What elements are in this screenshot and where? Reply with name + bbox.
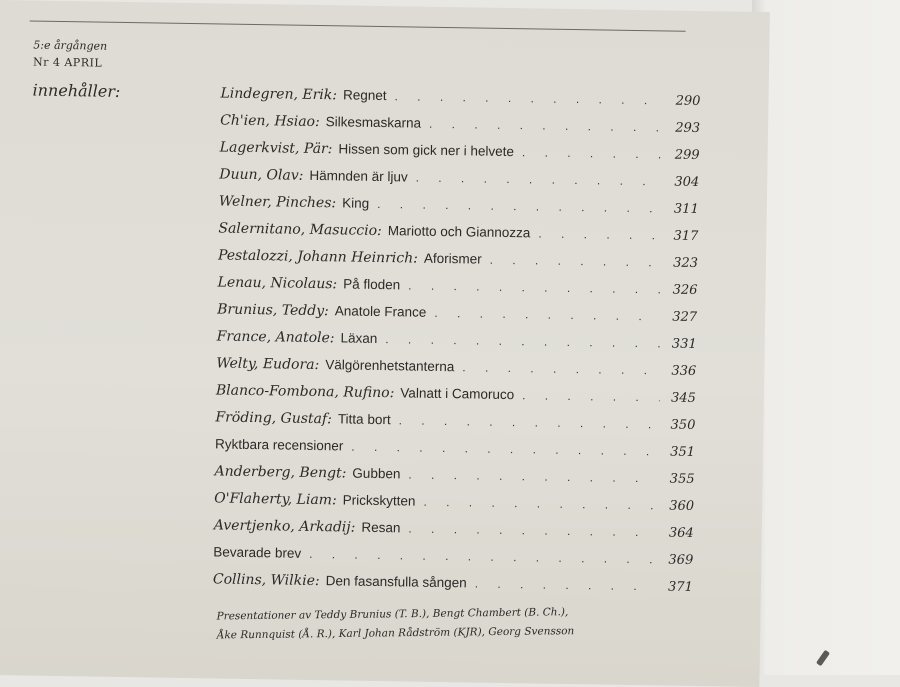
- entry-author: Duun, Olav:: [219, 166, 304, 184]
- entry-page: 311: [673, 201, 699, 218]
- entry-author: Salernitano, Masuccio:: [218, 220, 382, 240]
- footnote-line: Presentationer av Teddy Brunius (T. B.), Bengt Chambert (B. Ch.),: [216, 606, 569, 623]
- dot-leader: [408, 278, 662, 296]
- dot-leader: [429, 117, 664, 135]
- top-rule: [30, 20, 686, 31]
- entry-page: 351: [670, 444, 696, 460]
- entry-page: 323: [673, 255, 699, 271]
- dot-leader: [416, 171, 664, 189]
- entry-title: Bevarade brev: [213, 544, 302, 561]
- entry-page: 317: [673, 228, 699, 244]
- entry-page: 345: [670, 390, 696, 406]
- entry-author: Collins, Wilkie:: [212, 571, 320, 590]
- dot-leader: [462, 360, 660, 377]
- entry-author: Lagerkvist, Pär:: [219, 139, 333, 158]
- dot-leader: [394, 89, 664, 107]
- entry-page: 360: [669, 498, 695, 514]
- entry-author: Anderberg, Bengt:: [214, 463, 347, 482]
- entry-author: O'Flaherty, Liam:: [214, 490, 337, 509]
- entry-title: Läxan: [340, 330, 378, 346]
- entry-page: 369: [668, 552, 694, 568]
- adjacent-page-edge: [752, 0, 900, 675]
- entry-author: France, Anatole:: [216, 328, 335, 347]
- entry-page: 336: [671, 363, 697, 379]
- dot-leader: [408, 467, 658, 485]
- entry-page: 331: [671, 336, 697, 352]
- dot-leader: [408, 521, 658, 539]
- entry-page: 293: [675, 120, 701, 137]
- dot-leader: [522, 145, 664, 161]
- entry-page: 304: [674, 174, 700, 191]
- entry-title: Hämnden är ljuv: [309, 167, 408, 185]
- dot-leader: [490, 253, 663, 270]
- entry-page: 371: [667, 579, 693, 595]
- entry-title: På floden: [343, 276, 401, 293]
- entry-author: Welty, Eudora:: [216, 355, 320, 374]
- entry-title: Mariotto och Giannozza: [387, 223, 531, 241]
- entry-author: Pestalozzi, Johann Heinrich:: [217, 247, 419, 267]
- entry-page: 350: [670, 417, 696, 433]
- dot-leader: [377, 197, 663, 215]
- entry-author: Lenau, Nicolaus:: [217, 274, 338, 293]
- entry-title: Hissen som gick ner i helvete: [338, 141, 515, 160]
- entry-title: Ryktbara recensioner: [214, 436, 344, 454]
- entry-title: Valnatt i Camoruco: [400, 385, 515, 403]
- dot-leader: [522, 388, 660, 404]
- dot-leader: [399, 413, 660, 431]
- entry-title: Anatole France: [334, 303, 427, 320]
- footnote-line: Åke Runnquist (Å. R.), Karl Johan Rådström (KJR), Georg Svensson: [216, 625, 575, 642]
- table-of-contents: [213, 85, 701, 605]
- entry-author: Fröding, Gustaf:: [215, 409, 333, 428]
- dot-leader: [538, 226, 662, 242]
- entry-title: Resan: [361, 519, 401, 536]
- dot-leader: [385, 332, 661, 350]
- entry-title: Titta bort: [337, 411, 391, 428]
- entry-title: Prickskytten: [342, 492, 416, 509]
- entry-author: Blanco-Fombona, Rufino:: [215, 382, 395, 402]
- entry-title: Silkesmaskarna: [325, 114, 422, 131]
- dot-leader: [309, 547, 657, 566]
- entry-page: 364: [668, 525, 694, 541]
- dot-leader: [434, 306, 661, 324]
- entry-author: Avertjenko, Arkadij:: [213, 517, 356, 536]
- dot-leader: [475, 577, 657, 594]
- issue-number: Nr 4 APRIL: [32, 55, 103, 70]
- entry-author: Ch'ien, Hsiao:: [220, 112, 320, 131]
- entry-page: 326: [672, 282, 698, 298]
- entry-title: King: [342, 195, 370, 211]
- entry-title: Gubben: [352, 465, 401, 482]
- entry-page: 355: [669, 471, 695, 487]
- entry-author: Welner, Pinches:: [218, 193, 337, 212]
- entry-title: Den fasansfulla sången: [325, 573, 467, 591]
- contributors-footnote: [216, 601, 716, 645]
- entry-page: 327: [672, 309, 698, 325]
- volume-year: 5:e årgången: [33, 38, 108, 53]
- dot-leader: [423, 495, 658, 513]
- entry-title: Välgörenhetstanterna: [325, 357, 455, 375]
- entry-page: 290: [675, 93, 701, 110]
- dot-leader: [351, 440, 659, 459]
- entry-author: Brunius, Teddy:: [217, 301, 329, 320]
- entry-title: Aforismer: [423, 250, 482, 267]
- entry-author: Lindegren, Erik:: [220, 85, 338, 104]
- entry-title: Regnet: [342, 87, 387, 104]
- issue-header: [33, 37, 107, 72]
- entry-page: 299: [674, 147, 700, 164]
- contents-label: innehåller:: [32, 80, 121, 101]
